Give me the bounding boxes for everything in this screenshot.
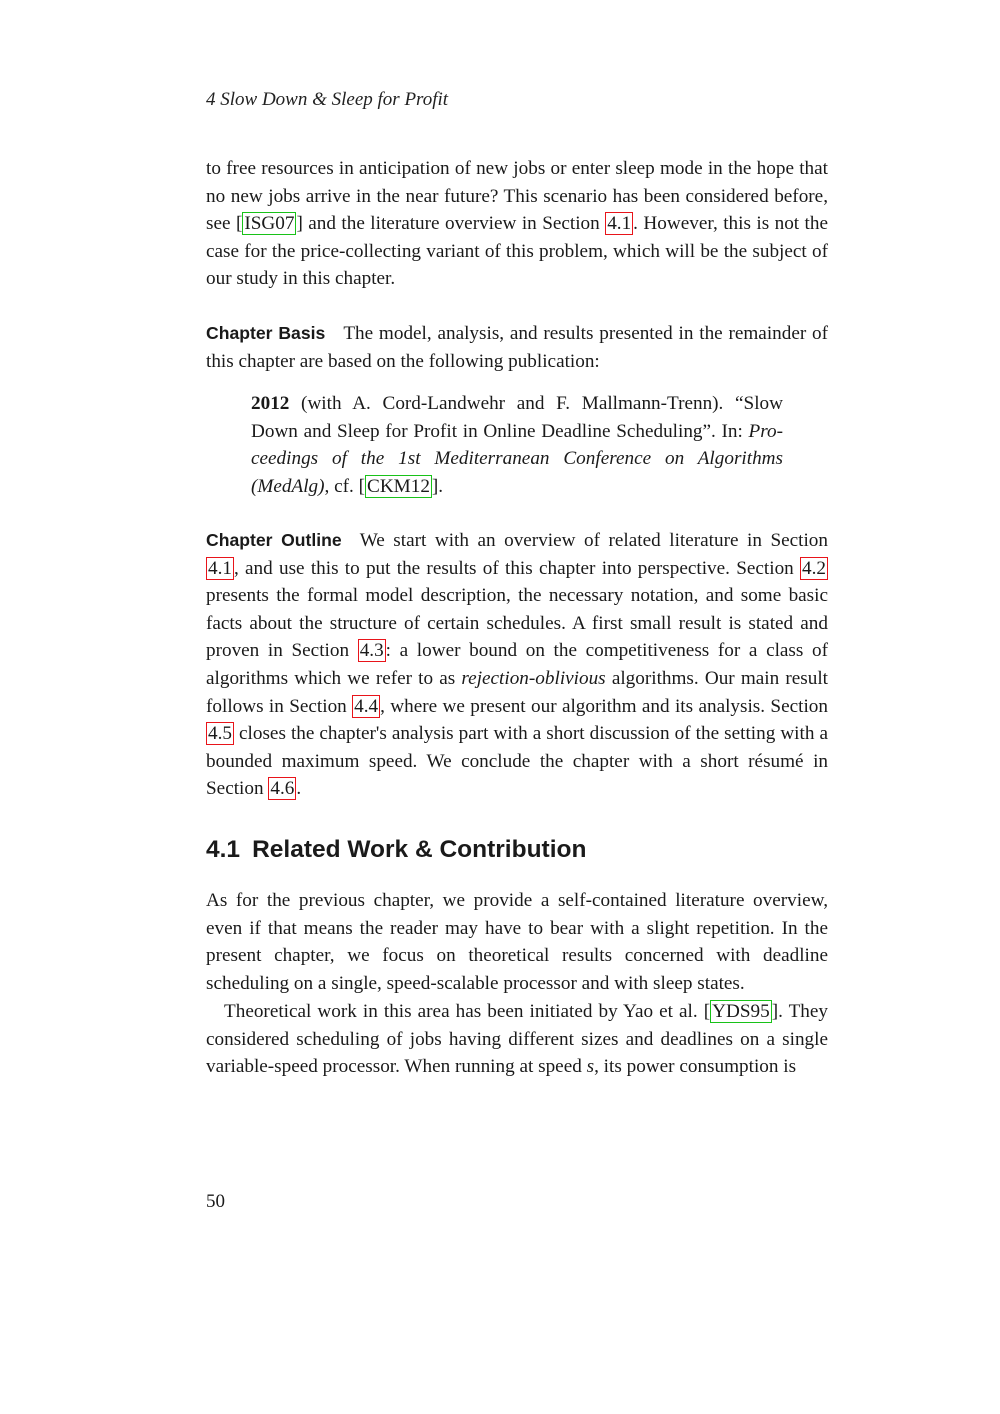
publication-year: 2012 (251, 393, 290, 414)
chapter-basis-heading: Chapter Basis (206, 323, 326, 343)
outline-text: , and use this to put the results of this chapter into perspective. Section (233, 557, 801, 579)
emphasis-term: rejection-oblivious (461, 667, 606, 689)
chapter-outline-paragraph (206, 527, 828, 803)
section-link[interactable]: 4.1 (208, 557, 232, 579)
section-title: Related Work & Contribution (252, 836, 587, 863)
publication-entry (251, 390, 783, 500)
section-link[interactable]: 4.5 (208, 723, 232, 745)
math-variable: s (586, 1056, 595, 1078)
publication-venue: Proceedings of the 1st Mediterranean Conference on Algorithms (MedAlg) (251, 420, 783, 497)
chapter-basis-text: The model, analysis, and results presented in the remainder of this chapter are based on the following publication: (206, 323, 829, 372)
outline-text: closes the chapter's analysis part with a short discussion of the setting with a bounded maximum speed. We conclude the chapter with a short résumé in Section (206, 723, 828, 800)
page-number: 50 (206, 1191, 225, 1212)
intro-paragraph (206, 155, 828, 293)
related-text: Theoretical work in this area has been initiated by Yao et al. [ (224, 1001, 711, 1022)
intro-text: . However, this is not the case for the price-collecting variant of this problem, which will be the subject of our study in this chapter. (206, 213, 828, 290)
intro-text: to free resources in anticipation of new jobs or enter sleep mode in the hope that no new jobs arrive in the near future? This scenario has been considered before, see [ (206, 158, 828, 235)
outline-text: presents the formal model description, the necessary notation, and some basic facts about the structure of certain schedules. A first small result is stated and proven in Section (206, 585, 828, 662)
outline-text: We start with an overview of related literature in Section (359, 530, 828, 551)
chapter-basis-paragraph (206, 320, 828, 375)
intro-text: ] and the literature overview in Section (296, 213, 606, 235)
outline-text: algorithms. Our main result follows in Section (206, 667, 829, 717)
publication-text: (with A. Cord-Landwehr and F. Mallmann-Trenn). “Slow Down and Sleep for Profit in Online Deadline Scheduling”. In: (251, 393, 783, 442)
section-heading (206, 836, 586, 864)
citation-link[interactable]: CKM12 (367, 475, 430, 497)
section-link[interactable]: 4.3 (359, 640, 384, 662)
related-text: , its power consumption is (594, 1056, 797, 1078)
publication-text: ]. (431, 475, 444, 497)
section-number: 4.1 (206, 836, 241, 863)
citation-link[interactable]: YDS95 (712, 1001, 770, 1022)
section-link[interactable]: 4.2 (802, 557, 826, 579)
section-link[interactable]: 4.6 (270, 778, 295, 800)
publication-text: , cf. [ (324, 475, 366, 497)
outline-text: , where we present our algorithm and its analysis. Section (380, 695, 828, 717)
related-paragraph-2 (206, 998, 828, 1081)
section-link[interactable]: 4.4 (354, 695, 379, 717)
outline-text: : a lower bound on the competitiveness for a class of algorithms which we refer to as (206, 640, 828, 689)
citation-link[interactable]: ISG07 (244, 213, 295, 235)
chapter-outline-heading: Chapter Outline (206, 530, 342, 550)
related-text: ]. They considered scheduling of jobs having different sizes and deadlines on a single variable-speed processor. When running at speed (206, 1001, 829, 1078)
related-paragraph-1: As for the previous chapter, we provide a self-contained literature overview, even if that means the reader may have to bear with a slight repetition. In the present chapter, we focus on theoretical results concerned with deadline scheduling on a single, speed-scalable processor and with sleep states. (206, 890, 828, 994)
section-link[interactable]: 4.1 (607, 213, 632, 235)
outline-text: . (296, 778, 302, 800)
running-head: 4 Slow Down & Sleep for Profit (206, 89, 449, 110)
